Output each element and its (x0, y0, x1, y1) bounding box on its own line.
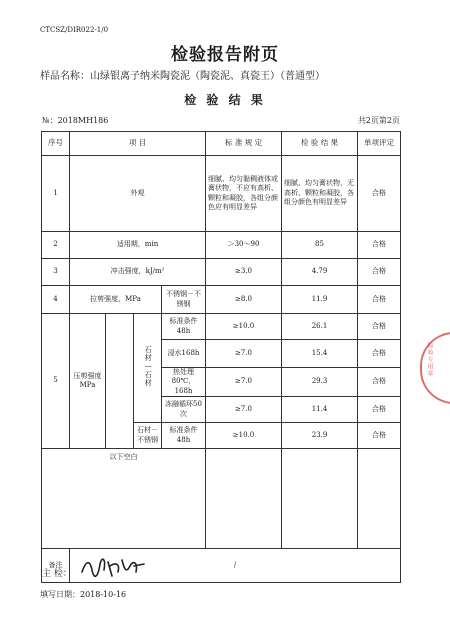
group-stone-label: 石材—石材 (144, 345, 153, 387)
row-item: 外观 (70, 156, 206, 232)
row-result: 11.4 (282, 397, 358, 423)
remarks-label: 备注 (42, 549, 70, 583)
row-sub-item: 不锈钢－不锈钢 (162, 286, 206, 314)
row-item: 压剪强度MPa (70, 314, 106, 449)
row-condition: 浸水168h (162, 340, 206, 368)
row-condition: 热处理80℃，168h (162, 368, 206, 397)
seal-stamp-text: 检验专用章 (426, 342, 433, 377)
table-row (42, 232, 401, 259)
table-row (42, 286, 401, 314)
row-result: 26.1 (282, 314, 358, 340)
sample-name: 样品名称：山绿银离子纳米陶瓷泥（陶瓷泥、真瓷王）（普通型） (40, 71, 325, 82)
row-standard: ≥10.0 (206, 423, 282, 449)
row-group-stone (134, 314, 162, 423)
row-item: 适用期，min (70, 232, 206, 259)
row-result: 4.79 (282, 259, 358, 286)
row-result: 85 (282, 232, 358, 259)
remarks-value: / (70, 549, 401, 583)
row-evaluation: 合格 (358, 314, 401, 340)
row-result: 15.4 (282, 340, 358, 368)
header-item: 项 目 (70, 132, 206, 156)
header-result: 检 验 结 果 (282, 132, 358, 156)
sign-date: 填写日期：2018-10-16 (40, 590, 127, 599)
row-seq: 1 (42, 156, 70, 232)
row-seq: 5 (42, 314, 70, 449)
row-evaluation: 合格 (358, 397, 401, 423)
results-table (41, 131, 401, 583)
row-seq: 2 (42, 232, 70, 259)
table-row (42, 156, 401, 232)
header-evaluation: 单项评定 (358, 132, 401, 156)
row-standard: ≥8.0 (206, 286, 282, 314)
row-evaluation: 合格 (358, 368, 401, 397)
inspector-label: 主 检： (42, 569, 72, 579)
blank-row (42, 449, 401, 549)
row-item: 冲击强度，kJ/m² (70, 259, 206, 286)
document-code: CTCSZ/DIR022-1/0 (40, 26, 109, 34)
row-standard: ≥7.0 (206, 340, 282, 368)
header-standard: 标 准 规 定 (206, 132, 282, 156)
row-item: 拉剪强度，MPa (70, 286, 162, 314)
row-condition: 标准条件48h (162, 423, 206, 449)
row-result: 11.9 (282, 286, 358, 314)
table-header-row (42, 132, 401, 156)
table-row (42, 314, 401, 340)
row-standard: ≥7.0 (206, 397, 282, 423)
row-evaluation: 合格 (358, 156, 401, 232)
row-result: 29.3 (282, 368, 358, 397)
row-group-stone-steel: 石材－不锈钢 (134, 423, 162, 449)
row-standard: ≥10.0 (206, 314, 282, 340)
page-info: 共2页第2页 (357, 116, 400, 125)
row-seq: 4 (42, 286, 70, 314)
row-blank-col (106, 314, 134, 449)
blank-cell (282, 449, 358, 549)
page-title: 检验报告附页 (171, 45, 279, 65)
table-row (42, 259, 401, 286)
row-standard: ≥3.0 (206, 259, 282, 286)
results-title: 检 验 结 果 (184, 93, 266, 107)
row-result: 细腻、均匀膏状物，无高析、颗粒和凝胶，各组分颜色有明显差异 (282, 156, 358, 232)
row-evaluation: 合格 (358, 423, 401, 449)
row-standard: 细腻、均匀黏稠液体或膏状物，不应有高析、颗粒和凝胶，各组分颜色应有明显差异 (206, 156, 282, 232)
row-condition: 标准条件48h (162, 314, 206, 340)
row-standard: ≥7.0 (206, 368, 282, 397)
blank-note (42, 449, 206, 549)
row-result: 23.9 (282, 423, 358, 449)
row-evaluation: 合格 (358, 286, 401, 314)
row-standard: ＞30～90 (206, 232, 282, 259)
row-evaluation: 合格 (358, 259, 401, 286)
report-number: №：2018MH186 (42, 116, 109, 125)
row-evaluation: 合格 (358, 340, 401, 368)
row-evaluation: 合格 (358, 232, 401, 259)
handwritten-signature (78, 552, 148, 582)
header-seq: 序号 (42, 132, 70, 156)
row-condition: 冻融循环50次 (162, 397, 206, 423)
blank-cell (206, 449, 282, 549)
blank-cell (358, 449, 401, 549)
row-seq: 3 (42, 259, 70, 286)
blank-text: 以下空白 (109, 453, 138, 462)
